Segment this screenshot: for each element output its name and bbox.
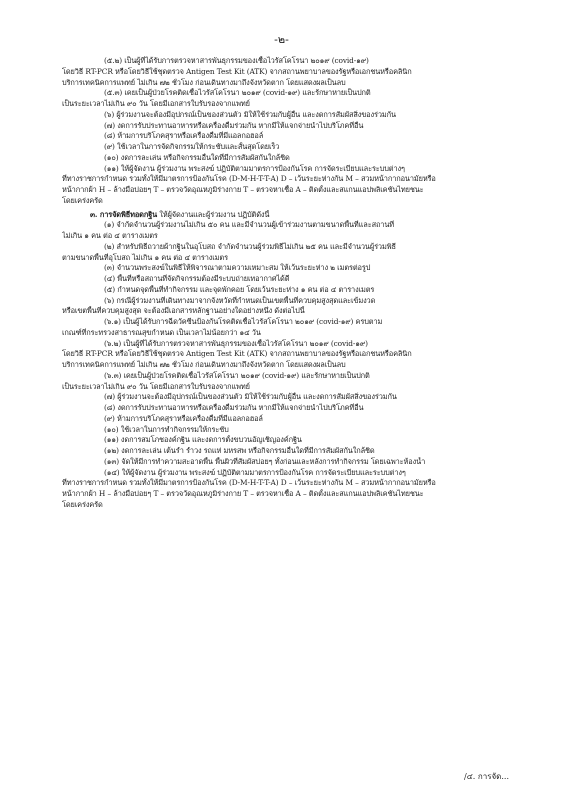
text-line: ที่ทางราชการกำหนด รวมทั้งให้มีมาตรการป้องกันโรค (D-M-H-T-T-A) D – เว้นระยะห่างกัน M – สวมหน้ากากอนามัยหรือ <box>62 174 436 184</box>
text-line: (๕) กำหนดจุดพื้นที่ทำกิจกรรม และจุดพักคอย โดยเว้นระยะห่าง ๑ คน ต่อ ๔ ตารางเมตร <box>104 284 375 294</box>
text-line: บริการเทคนิคการแพทย์ ไม่เกิน ๗๒ ชั่วโมง ก่อนเดินทางมาถึงจังหวัดตาก โดยแสดงผลเป็นลบ <box>62 360 346 369</box>
continuation-footer: /๔. การจัด... <box>464 772 509 781</box>
text-line: (๒) สำหรับพิธีถวายผ้ากฐินในอุโบสถ จำกัดจำนวนผู้ร่วมพิธีไม่เกิน ๒๕ คน และมีจำนวนผู้ร่วมพิธี <box>104 241 396 251</box>
text-line: เป็นระยะเวลาไม่เกิน ๙๐ วัน โดยมีเอกสารใบรับรองจากแพทย์ <box>62 381 250 391</box>
text-line: (๙) ห้ามการบริโภคสุราหรือเครื่องดื่มที่มีแอลกอฮอล์ <box>104 413 263 423</box>
text-line: (๑๑) ให้ผู้จัดงาน ผู้ร่วมงาน พระสงฆ์ ปฏิบัติตามมาตรการป้องกันโรค การจัดระเบียบและระบบต่างๆ <box>104 163 405 173</box>
text-line: (๖.๒) เป็นผู้ที่ได้รับการตรวจหาสารพันธุกรรมของเชื้อไวรัสโคโรนา ๒๐๑๙ (covid-๑๙) <box>104 338 368 348</box>
text-line: โดยวิธี RT-PCR หรือโดยวิธีใช้ชุดตรวจ Antigen Test Kit (ATK) จากสถานพยาบาลของรัฐหรือเอกชนหรือคลินิก <box>62 349 412 359</box>
text-line: ที่ทางราชการกำหนด รวมทั้งให้มีมาตรการป้องกันโรค (D-M-H-T-T-A) D – เว้นระยะห่างกัน M – สวมหน้ากากอนามัยหรือ <box>62 478 436 488</box>
text-line: (๔) พื้นที่หรือสถานที่จัดกิจกรรมต้องมีระบบถ่ายเทอากาศได้ดี <box>104 274 290 283</box>
text-line: (๗) ผู้ร่วมงานจะต้องมีอุปกรณ์เป็นของส่วนตัว มิให้ใช้ร่วมกับผู้อื่น และงดการสัมผัสสิ่งของร่วมกัน <box>104 392 397 402</box>
text-line: หน้ากากผ้า H – ล้างมือบ่อยๆ T – ตรวจวัดอุณหภูมิร่างกาย T – ตรวจหาเชื้อ A – ติดตั้งและสแกนแอปพลิเคชันไทยชนะ <box>62 185 424 194</box>
text-line: (๑๒) งดการละเล่น เต้นรำ รำวง รถแห่ มหรสพ หรือกิจกรรมอื่นใดที่มีการสัมผัสกันใกล้ชิด <box>104 446 375 455</box>
section-heading-label: ๓. การจัดพิธีทอดกฐิน <box>90 209 158 219</box>
text-line: (๖) ผู้ร่วมงานจะต้องมีอุปกรณ์เป็นของส่วนตัว มิให้ใช้ร่วมกับผู้อื่น และงดการสัมผัสสิ่งของร่วมกัน <box>104 109 396 119</box>
document-body <box>62 56 510 511</box>
text-line: ตามขนาดพื้นที่อุโบสถ ไม่เกิน ๑ คน ต่อ ๔ ตารางเมตร <box>62 252 228 262</box>
text-line: (๖.๑) เป็นผู้ได้รับการฉีดวัคซีนป้องกันโรคติดเชื้อไวรัสโคโรนา ๒๐๑๙ (covid-๑๙) ครบตาม <box>104 317 383 326</box>
text-line: หรือเขตพื้นที่ควบคุมสูงสุด จะต้องมีเอกสารหลักฐานอย่างใดอย่างหนึ่ง ดังต่อไปนี้ <box>62 306 305 316</box>
text-line: (๘) ห้ามการบริโภคสุราหรือเครื่องดื่มที่มีแอลกอฮอล์ <box>104 131 264 141</box>
text-line: (๑๔) ให้ผู้จัดงาน ผู้ร่วมงาน พระสงฆ์ ปฏิบัติตามมาตรการป้องกันโรค การจัดระเบียบและระบบต่างๆ <box>104 467 406 477</box>
text-line: หน้ากากผ้า H – ล้างมือบ่อยๆ T – ตรวจวัดอุณหภูมิร่างกาย T – ตรวจหาเชื้อ A – ติดตั้งและสแกนแอปพลิเคชันไทยชนะ <box>62 489 424 498</box>
text-line: (๑๑) งดการสมโภชองค์กฐิน และงดการตั้งขบวนอัญเชิญองค์กฐิน <box>104 435 302 445</box>
text-line: (๑) จำกัดจำนวนผู้ร่วมงานไม่เกิน ๕๐ คน และมีจำนวนผู้เข้าร่วมงานตามขนาดพื้นที่และสถานที่ <box>104 220 395 230</box>
text-line: เกณฑ์ที่กระทรวงสาธารณสุขกำหนด เป็นเวลาไม่น้อยกว่า ๑๔ วัน <box>62 327 261 337</box>
text-line: (๑๐) งดการละเล่น หรือกิจกรรมอื่นใดที่มีการสัมผัสกันใกล้ชิด <box>104 152 290 162</box>
text-line: โดยวิธี RT-PCR หรือโดยวิธีใช้ชุดตรวจ Antigen Test Kit (ATK) จากสถานพยาบาลของรัฐหรือเอกชนหรือคลินิก <box>62 66 412 76</box>
text-line: (๖.๓) เคยเป็นผู้ป่วยโรคติดเชื้อไวรัสโคโรนา ๒๐๑๙ (covid-๑๙) และรักษาหายเป็นปกติ <box>104 370 370 380</box>
text-line: เป็นระยะเวลาไม่เกิน ๙๐ วัน โดยมีเอกสารใบรับรองจากแพทย์ <box>62 99 250 108</box>
text-line: บริการเทคนิคการแพทย์ ไม่เกิน ๗๒ ชั่วโมง ก่อนเดินทางมาถึงจังหวัดตาก โดยแสดงผลเป็นลบ <box>62 77 346 87</box>
text-line: (๓) จำนวนพระสงฆ์ในพิธีให้พิจารณาตามความเหมาะสม ให้เว้นระยะห่าง ๒ เมตรต่อรูป <box>104 263 371 273</box>
text-line: (๑๐) ใช้เวลาในการทำกิจกรรมให้กระชับ <box>104 424 229 434</box>
text-line: (๕.๒) เป็นผู้ที่ได้รับการตรวจหาสารพันธุกรรมของเชื้อไวรัสโคโรนา ๒๐๑๙ (covid-๑๙) <box>104 56 369 65</box>
text-line: (๖) กรณีผู้ร่วมงานที่เดินทางมาจากจังหวัดที่กำหนดเป็นเขตพื้นที่ควบคุมสูงสุดและเข้มงวด <box>104 295 376 305</box>
text-line: (๘) งดการรับประทานอาหารหรือเครื่องดื่มร่วมกัน หากมีให้แจกจ่ายนำไปบริโภคที่อื่น <box>104 403 364 412</box>
section-heading <box>62 210 510 221</box>
text-line: โดยเคร่งครัด <box>62 195 103 205</box>
text-line: (๕.๓) เคยเป็นผู้ป่วยโรคติดเชื้อไวรัสโคโรนา ๒๐๑๙ (covid-๑๙) และรักษาหายเป็นปกติ <box>104 88 371 98</box>
page-number: -๒- <box>274 33 289 46</box>
section-heading-text: ให้ผู้จัดงานและผู้ร่วมงาน ปฏิบัติดังนี้ <box>157 209 270 219</box>
text-line: (๙) ใช้เวลาในการจัดกิจกรรมให้กระชับและสั้นสุดโดยเร็ว <box>104 142 280 151</box>
text-line: ไม่เกิน ๑ คน ต่อ ๔ ตารางเมตร <box>62 231 158 240</box>
text-line: (๑๓) จัดให้มีการทำความสะอาดพื้น พื้นผิวที่สัมผัสบ่อยๆ ทั้งก่อนและหลังการทำกิจกรรม โดยเฉพาะห้องน้ำ <box>104 456 426 466</box>
text-line: โดยเคร่งครัด <box>62 499 103 509</box>
text-line: (๗) งดการรับประทานอาหารหรือเครื่องดื่มร่วมกัน หากมีให้แจกจ่ายนำไปบริโภคที่อื่น <box>104 120 364 130</box>
